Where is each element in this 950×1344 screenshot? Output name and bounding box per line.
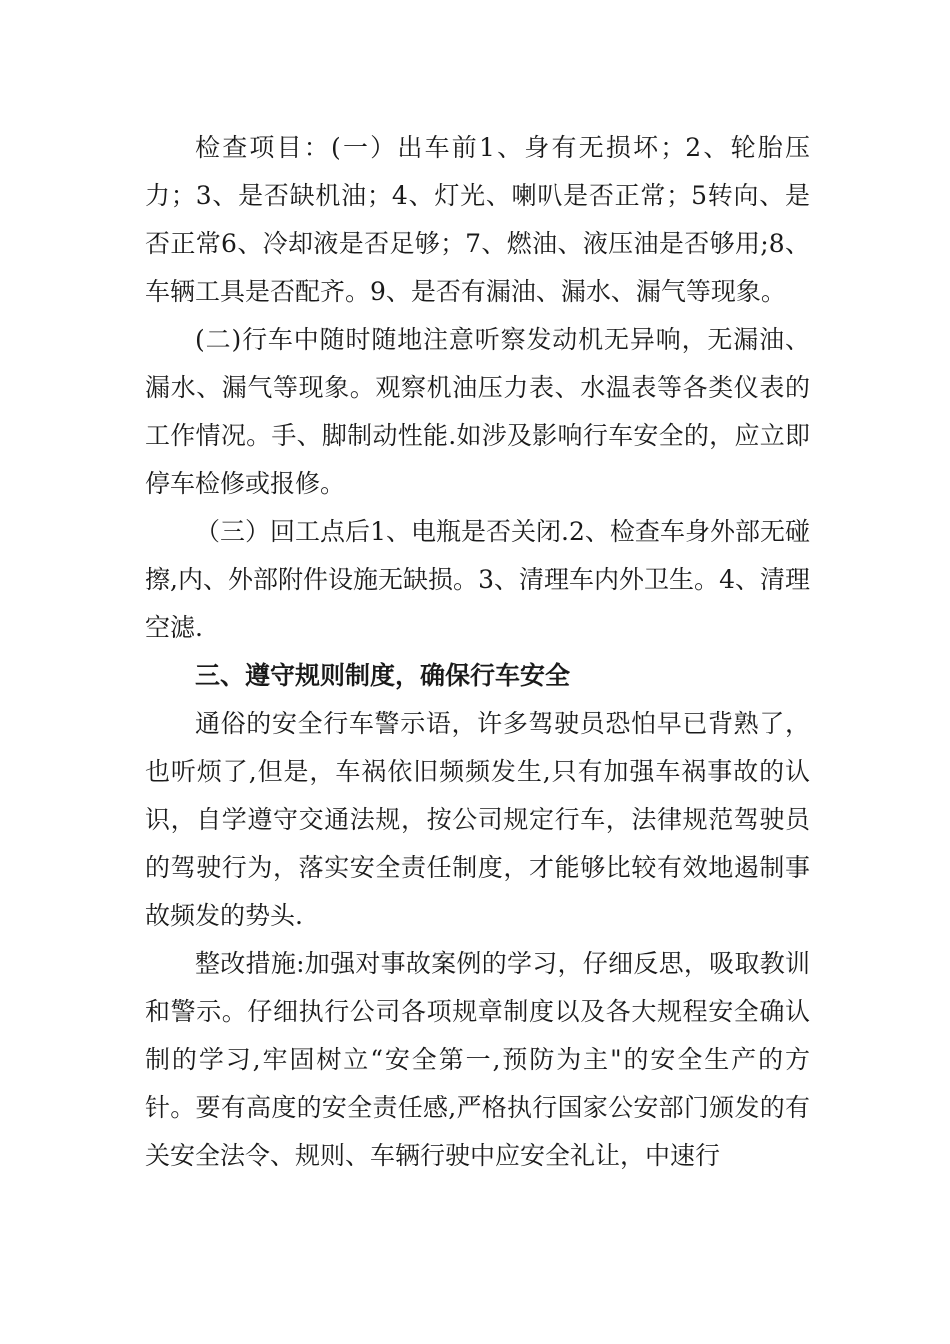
paragraph-inspection-before-departure: 检查项目：(一）出车前1、身有无损坏；2、轮胎压力；3、是否缺机油；4、灯光、喇叭是否正常；5转向、是否正常6、冷却液是否足够；7、燃油、液压油是否够用;8、车辆工具是否配齐。9、是否有漏油、漏水、漏气等现象。 [145,133,810,306]
paragraph-rectification-measures: 整改措施:加强对事故案例的学习，仔细反思，吸取教训和警示。仔细执行公司各项规章制度以及各大规程安全确认制的学习,牢固树立“安全第一,预防为主"的安全生产的方针。要有高度的安全责任感,严格执行国家公安部门颁发的有关安全法令、规则、车辆行驶中应安全礼让，中速行 [145,949,810,1170]
section-heading: 三、遵守规则制度，确保行车安全 [195,661,571,690]
paragraph-inspection-while-driving: (二)行车中随时随地注意听察发动机无异响，无漏油、漏水、漏气等现象。观察机油压力表、水温表等各类仪表的工作情况。手、脚制动性能.如涉及影响行车安全的，应立即停车检修或报修。 [145,325,810,498]
document-body [145,124,810,1180]
paragraph-safety-warning: 通俗的安全行车警示语，许多驾驶员恐怕早已背熟了，也听烦了,但是，车祸依旧频频发生,只有加强车祸事故的认识，自学遵守交通法规，按公司规定行车，法律规范驾驶员的驾驶行为，落实安全责任制度，才能够比较有效地遏制事故频发的势头. [145,709,810,930]
paragraph-inspection-after-return: （三）回工点后1、电瓶是否关闭.2、检查车身外部无碰擦,内、外部附件设施无缺损。3、清理车内外卫生。4、清理空滤. [145,517,810,642]
